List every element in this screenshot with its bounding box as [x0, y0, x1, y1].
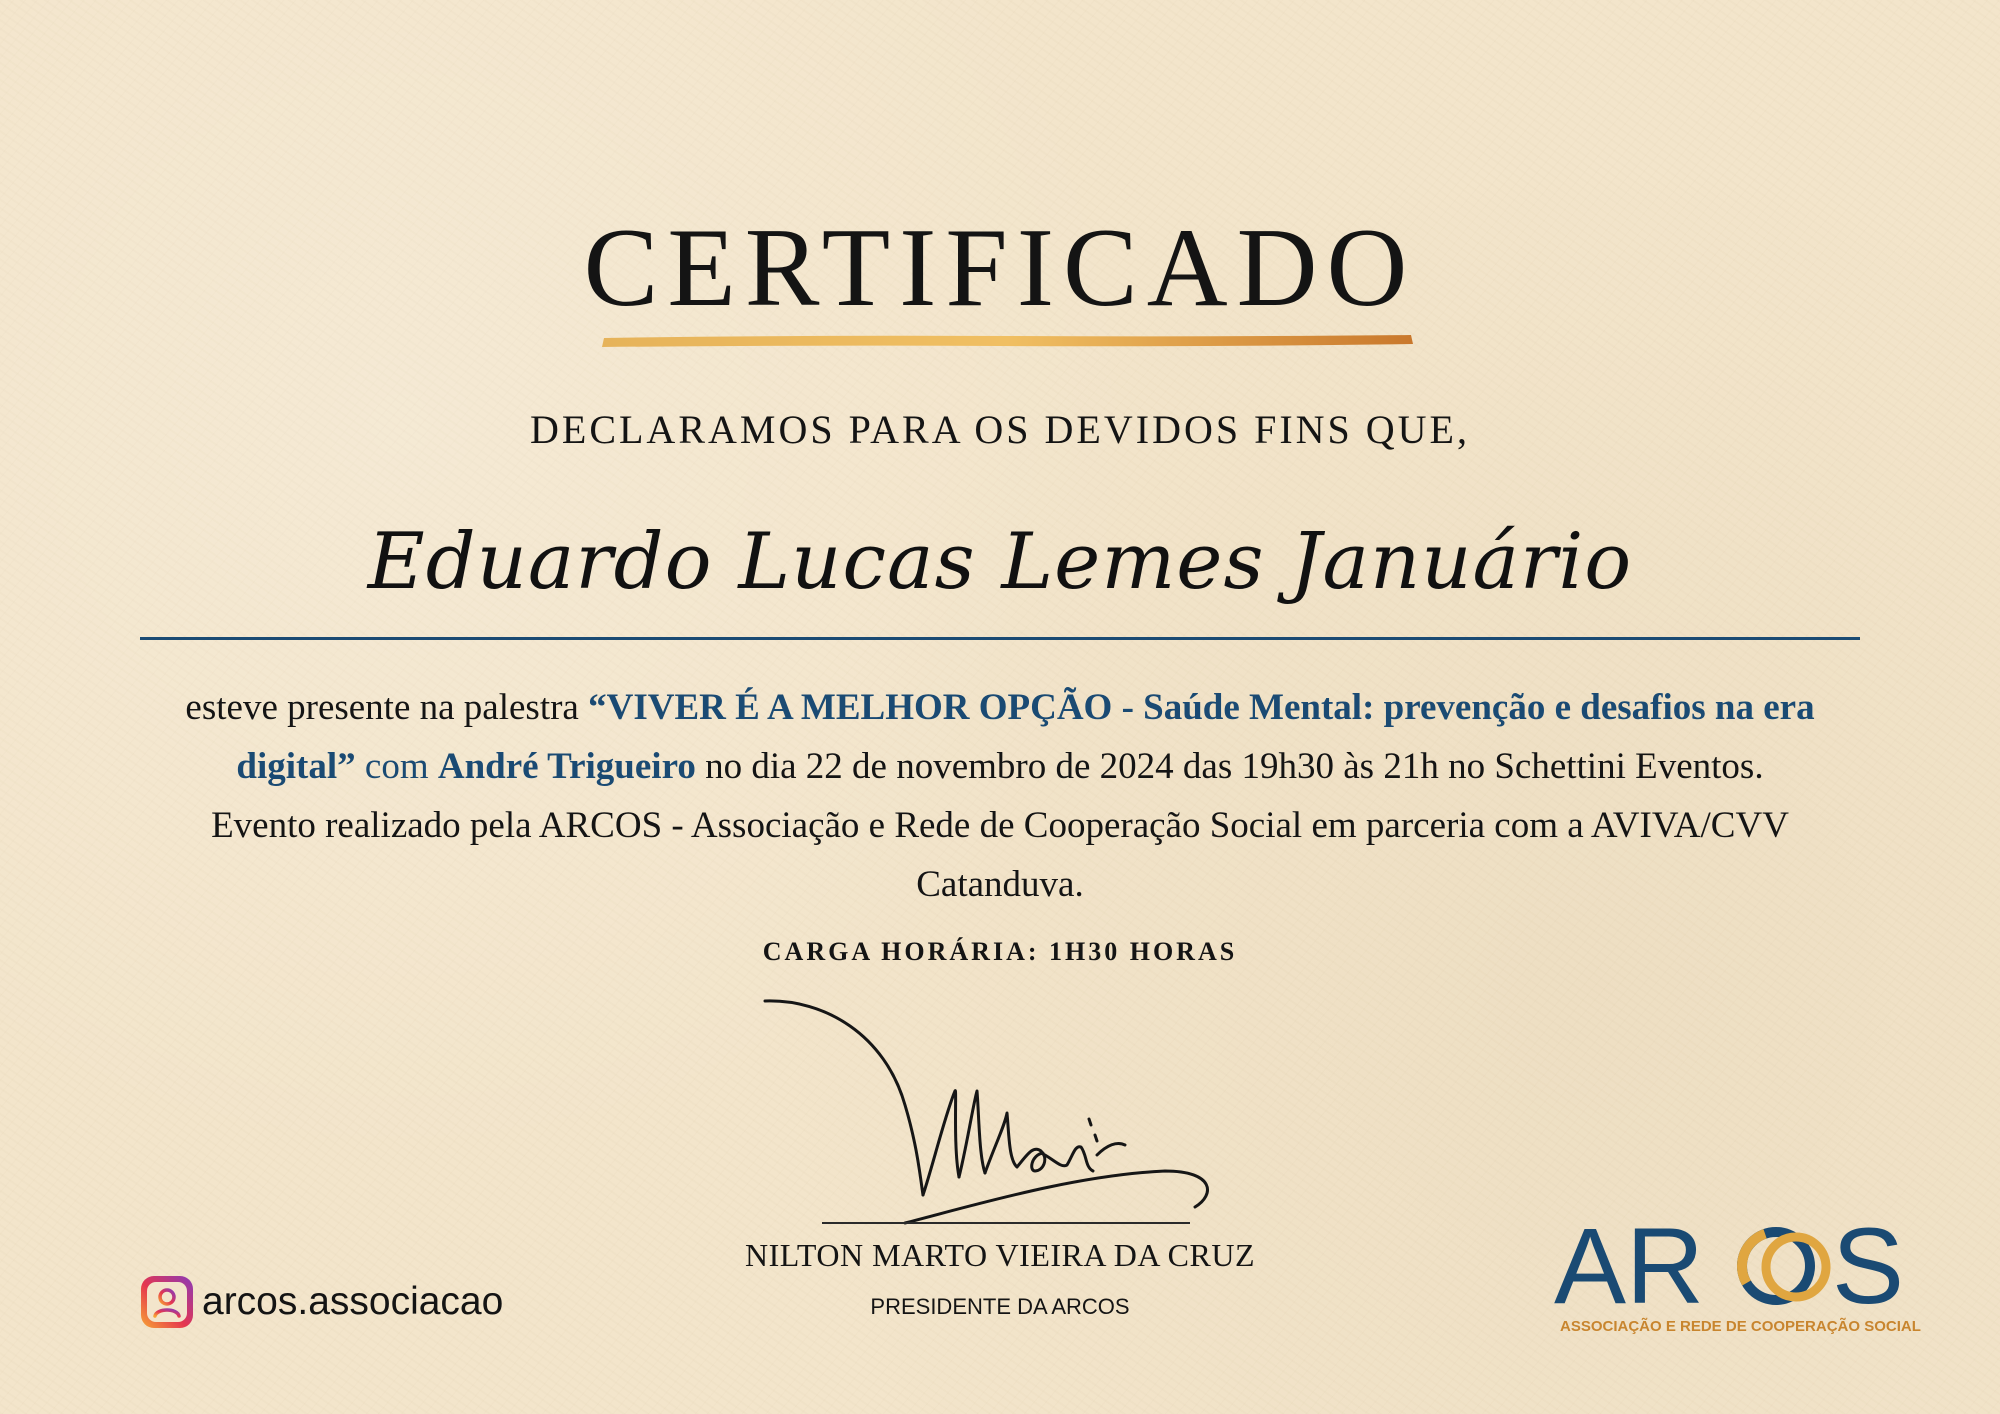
- recipient-name: Eduardo Lucas Lemes Januário: [367, 517, 1633, 607]
- certificate-title: CERTIFICADO: [583, 206, 1417, 330]
- instagram-icon: [140, 1275, 194, 1329]
- lecture-title: “VIVER É A MELHOR OPÇÃO - Saúde Mental: prevenção e desafios na era digital”: [236, 687, 1815, 787]
- event-details: no dia 22 de novembro de 2024 das 19h30 às 21h no Schettini Eventos. Evento realizado pela ARCOS - Associação e Rede de Cooperação Social em parceria com a AVIVA/CVV Catanduva.: [211, 746, 1789, 905]
- declaration-text: DECLARAMOS PARA OS DEVIDOS FINS QUE,: [530, 407, 1470, 452]
- instagram-handle: arcos.associacao: [202, 1280, 504, 1323]
- signature-image: [745, 995, 1235, 1235]
- logo-ar-text: AR: [1554, 1205, 1705, 1326]
- certificate-body: [180, 678, 1820, 914]
- workload: CARGA HORÁRIA: 1H30 HORAS: [762, 937, 1238, 966]
- logo-s-text: S: [1832, 1205, 1905, 1326]
- with-word: com: [364, 746, 429, 787]
- logo-subtitle: ASSOCIAÇÃO E REDE DE COOPERAÇÃO SOCIAL: [1560, 1318, 1921, 1335]
- instagram-handle-block: [140, 1272, 503, 1332]
- gold-divider: [600, 333, 1415, 349]
- signer-role: PRESIDENTE DA ARCOS: [870, 1294, 1130, 1319]
- body-intro: esteve presente na palestra: [185, 687, 579, 728]
- arcos-logo: [1550, 1205, 1930, 1340]
- speaker-name: André Trigueiro: [437, 746, 696, 787]
- name-underline: [140, 637, 1860, 640]
- signature-line: [822, 1222, 1190, 1224]
- signer-name: NILTON MARTO VIEIRA DA CRUZ: [745, 1237, 1255, 1273]
